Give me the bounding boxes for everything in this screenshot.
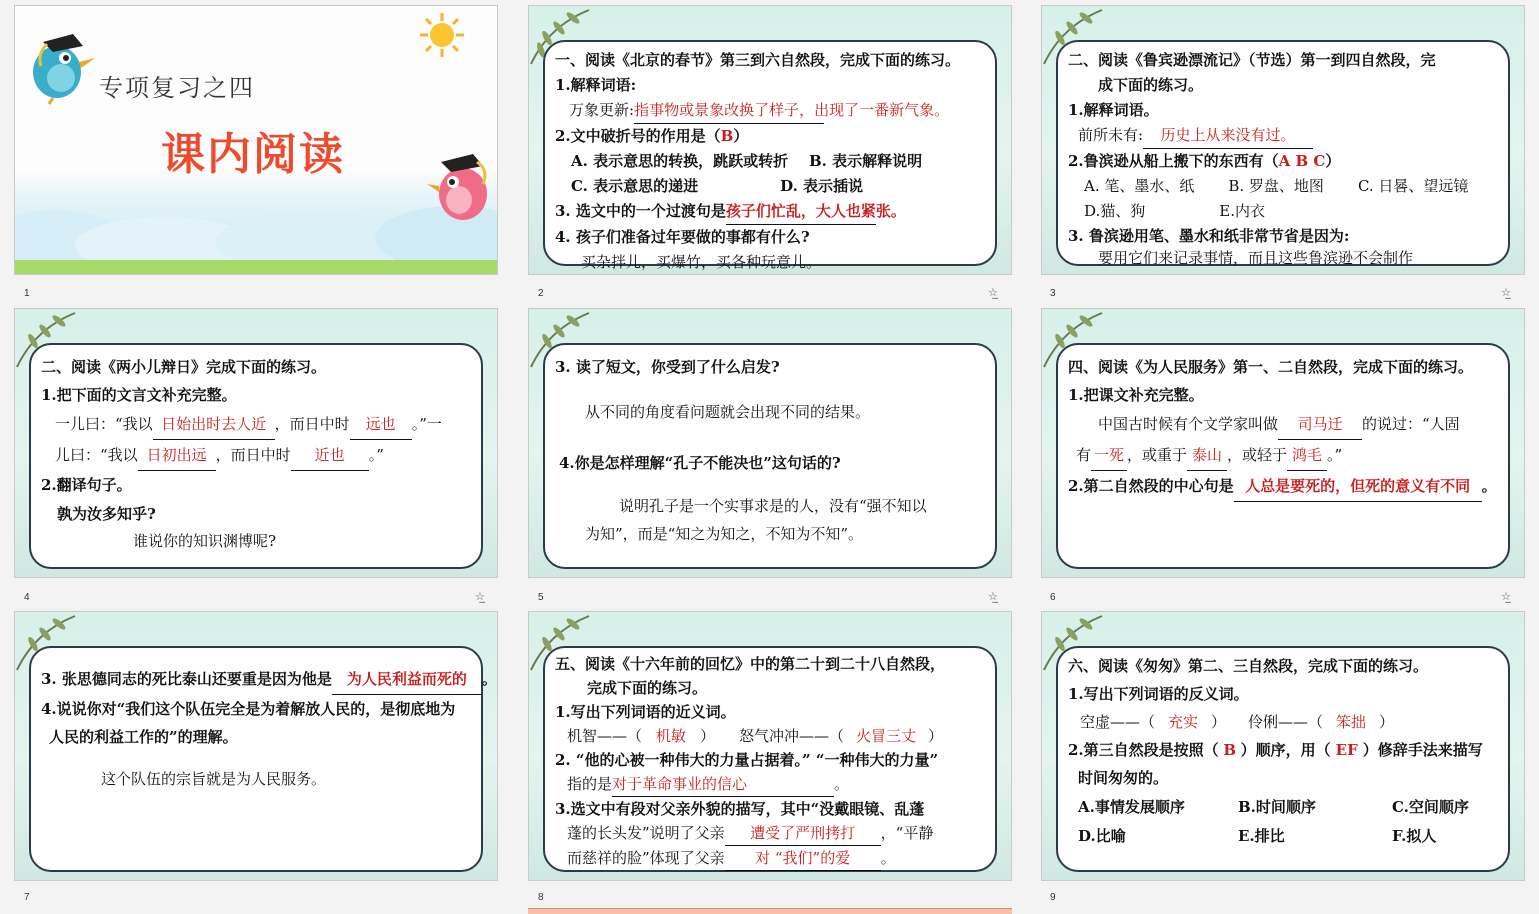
question-text: 。 bbox=[880, 849, 896, 867]
section-heading: 二、阅读《两小儿辩日》完成下面的练习。 bbox=[41, 358, 327, 376]
question-line: 4.说说你对“我们这个队伍完全是为着解放人民的，是彻底地为 bbox=[41, 700, 456, 718]
question-text: ） bbox=[1325, 152, 1341, 170]
question-line: 4. 孩子们准备过年要做的事都有什么? bbox=[555, 228, 810, 246]
question-line: 3. 鲁滨逊用笔、墨水和纸非常节省是因为: bbox=[1068, 227, 1350, 245]
answer-text: 从不同的角度看问题就会出现不同的结果。 bbox=[585, 403, 871, 421]
option-text: A. 表示意思的转换，跳跃或转折 bbox=[571, 152, 789, 170]
title-text: 课内阅读 bbox=[161, 129, 345, 180]
question-card bbox=[543, 40, 997, 271]
question-line: 1.把课文补充完整。 bbox=[1068, 386, 1204, 404]
question-card bbox=[1056, 40, 1510, 266]
answer-text: 谁说你的知识渊博呢? bbox=[133, 532, 277, 550]
section-heading: 五、阅读《十六年前的回忆》中的第二十到二十八自然段， bbox=[555, 655, 946, 673]
section-heading: 二、阅读《鲁宾逊漂流记》（节选）第一到四自然段，完 bbox=[1068, 51, 1436, 69]
slide-number: 7 bbox=[24, 892, 30, 903]
star-icon[interactable]: ☆̲ bbox=[1501, 590, 1511, 603]
question-text: 。” bbox=[1327, 446, 1343, 464]
question-line: 1.写出下列词语的近义词。 bbox=[555, 703, 736, 721]
question-card bbox=[29, 343, 483, 569]
answer-text: EF bbox=[1335, 741, 1358, 759]
answer-text: 对 “我们”的爱 bbox=[725, 846, 881, 871]
section-heading: 成下面的练习。 bbox=[1098, 76, 1204, 94]
answer-text: 充实 bbox=[1168, 713, 1199, 731]
star-icon[interactable]: ☆̲ bbox=[988, 590, 998, 603]
option-text: B. 罗盘、地图 bbox=[1228, 177, 1324, 195]
question-text: 有 bbox=[1076, 446, 1092, 464]
answer-text: 日初出远 bbox=[138, 440, 216, 471]
question-line: 1.把下面的文言文补充完整。 bbox=[41, 386, 237, 404]
question-line: 3. 读了短文，你受到了什么启发? bbox=[555, 358, 780, 376]
option-text: D.猫、狗 bbox=[1084, 202, 1146, 220]
question-text: 的说过：“人固 bbox=[1362, 415, 1460, 433]
question-text: 机智——（ bbox=[567, 727, 643, 745]
question-text: 而慈祥的脸”体现了父亲 bbox=[567, 849, 725, 867]
answer-text: 孩子们忙乱，大人也紧张。 bbox=[726, 199, 876, 225]
question-text: ，或重于 bbox=[1127, 446, 1188, 464]
answer-text: 这个队伍的宗旨就是为人民服务。 bbox=[101, 770, 327, 788]
section-heading: 四、阅读《为人民服务》第一、二自然段，完成下面的练习。 bbox=[1068, 358, 1474, 376]
answer-text: 说明孔子是一个实事求是的人，没有“强不知以 bbox=[619, 497, 927, 515]
question-text: 指的是 bbox=[567, 775, 613, 793]
question-text: 2.第三自然段是按照（ bbox=[1068, 741, 1219, 759]
answer-text: 遭受了严刑拷打 bbox=[725, 821, 881, 846]
question-text: ）顺序，用（ bbox=[1240, 741, 1331, 759]
slide-thumbnail-5[interactable] bbox=[528, 308, 1012, 578]
answer-text: 司马迁 bbox=[1278, 409, 1362, 440]
question-line: 4.你是怎样理解“孔子不能决也”这句话的? bbox=[559, 454, 841, 472]
answer-text: 人总是要死的，但死的意义有不同 bbox=[1234, 471, 1482, 502]
answer-text: 指事物或景象改换了样子，出现了一番新气象。 bbox=[634, 98, 824, 124]
question-text: 2.第二自然段的中心句是 bbox=[1068, 477, 1234, 495]
question-text: ，而日中时 bbox=[274, 415, 350, 433]
answer-text: 要用它们来记录事情，而且这些鲁滨逊不会制作 bbox=[1098, 249, 1414, 267]
question-text: ）修辞手法来描写 bbox=[1362, 741, 1483, 759]
slide-thumbnail-1[interactable] bbox=[14, 5, 498, 275]
question-line: 人民的利益工作的”的理解。 bbox=[49, 728, 238, 746]
question-text: 万象更新: bbox=[569, 101, 635, 119]
question-card bbox=[29, 646, 497, 872]
question-line: 时间匆匆的。 bbox=[1078, 769, 1169, 787]
bird-mascot-left-icon bbox=[23, 14, 103, 106]
option-text: C.空间顺序 bbox=[1392, 798, 1469, 816]
slide-thumbnail-2[interactable] bbox=[528, 5, 1012, 275]
slide-number: 4 bbox=[24, 592, 30, 603]
slide-number: 1 bbox=[24, 288, 30, 299]
question-text: 怒气冲冲——（ bbox=[739, 727, 845, 745]
question-line: 2.翻译句子。 bbox=[41, 476, 132, 494]
question-card bbox=[543, 343, 997, 569]
slide-number: 5 bbox=[538, 592, 544, 603]
question-card bbox=[1056, 646, 1510, 872]
question-text: 。 bbox=[481, 670, 497, 688]
option-text: D. 表示插说 bbox=[780, 177, 864, 195]
question-text: 2.文中破折号的作用是（ bbox=[555, 127, 721, 145]
question-line: 孰为汝多知乎? bbox=[57, 505, 156, 523]
answer-text: 对于革命事业的信心 bbox=[612, 772, 834, 797]
option-text: A. 笔、墨水、纸 bbox=[1084, 177, 1195, 195]
section-heading: 六、阅读《匆匆》第二、三自然段，完成下面的练习。 bbox=[1068, 657, 1429, 675]
sun-icon bbox=[419, 12, 465, 58]
question-line: 1.解释词语。 bbox=[1068, 101, 1159, 119]
slide-thumbnail-9[interactable] bbox=[1041, 611, 1525, 881]
slide-number: 6 bbox=[1050, 592, 1056, 603]
question-text: ） bbox=[1379, 713, 1395, 731]
answer-text: 一死 bbox=[1091, 440, 1127, 471]
question-line: 2. “他的心被一种伟大的力量占据着。” “一种伟大的力量” bbox=[555, 751, 939, 769]
question-line: 3.选文中有段对父亲外貌的描写，其中“没戴眼镜、乱蓬 bbox=[555, 800, 925, 818]
slide-thumbnail-7[interactable] bbox=[14, 611, 498, 881]
question-text: 3. 张思德同志的死比泰山还要重是因为他是 bbox=[41, 670, 332, 688]
answer-text: 泰山 bbox=[1187, 440, 1227, 471]
question-text: 空虚——（ bbox=[1080, 713, 1156, 731]
question-text: 中国古时候有个文学家叫做 bbox=[1098, 415, 1279, 433]
question-text: 前所未有: bbox=[1078, 126, 1144, 144]
question-text: 。”一 bbox=[411, 415, 442, 433]
answer-text: 买杂拌儿，买爆竹，买各种玩意儿。 bbox=[581, 253, 822, 271]
slide-thumbnail-10-edge[interactable] bbox=[528, 908, 1012, 914]
section-heading: 完成下面的练习。 bbox=[587, 679, 708, 697]
question-card bbox=[543, 646, 997, 872]
answer-text: 为知”，而是“知之为知之，不知为不知”。 bbox=[585, 525, 864, 543]
slide-thumbnail-6[interactable] bbox=[1041, 308, 1525, 578]
question-text: ，而日中时 bbox=[215, 446, 291, 464]
question-text: 儿曰：“我以 bbox=[55, 446, 138, 464]
slide-number: 8 bbox=[538, 892, 544, 903]
answer-text: B bbox=[1223, 741, 1237, 759]
option-text: F.拟人 bbox=[1392, 827, 1437, 845]
option-text: E.内衣 bbox=[1219, 202, 1265, 220]
option-text: C. 日晷、望远镜 bbox=[1357, 177, 1469, 195]
question-text: 蓬的长头发”说明了父亲 bbox=[567, 824, 725, 842]
star-icon[interactable]: ☆̲ bbox=[1501, 286, 1511, 299]
answer-text: A B C bbox=[1278, 152, 1326, 170]
answer-text: 远也 bbox=[350, 409, 412, 440]
cloud-decoration bbox=[15, 190, 498, 260]
option-text: B.时间顺序 bbox=[1238, 798, 1316, 816]
question-text: ，或轻于 bbox=[1227, 446, 1288, 464]
question-text: ） bbox=[928, 727, 944, 745]
answer-text: 为人民利益而死的 bbox=[332, 664, 482, 695]
question-text: ） bbox=[1211, 713, 1227, 731]
question-text: ） bbox=[733, 127, 749, 145]
question-text: 。 bbox=[834, 775, 850, 793]
section-heading: 一、阅读《北京的春节》第三到六自然段，完成下面的练习。 bbox=[555, 51, 961, 69]
answer-text: 笨拙 bbox=[1336, 713, 1367, 731]
question-text: 。 bbox=[1481, 477, 1497, 495]
slide-thumbnail-3[interactable] bbox=[1041, 5, 1525, 275]
question-line: 1.写出下列词语的反义词。 bbox=[1068, 685, 1249, 703]
question-card bbox=[1056, 343, 1510, 569]
question-text: 。” bbox=[368, 446, 384, 464]
slide-number: 2 bbox=[538, 288, 544, 299]
slide-number: 3 bbox=[1050, 288, 1056, 299]
option-text: E.排比 bbox=[1238, 827, 1285, 845]
answer-text: 鸿毛 bbox=[1287, 440, 1327, 471]
question-text: 2.鲁滨逊从船上搬下的东西有（ bbox=[1068, 152, 1279, 170]
star-icon[interactable]: ☆̲ bbox=[988, 286, 998, 299]
bird-mascot-right-icon bbox=[427, 140, 497, 230]
subtitle-text: 专项复习之四 bbox=[99, 74, 255, 102]
slide-number: 9 bbox=[1050, 892, 1056, 903]
question-text: ，“平静 bbox=[880, 824, 934, 842]
answer-text: 日始出时去人近 bbox=[153, 409, 275, 440]
slide-thumbnail-8[interactable] bbox=[528, 611, 1012, 881]
answer-text: 机敏 bbox=[656, 727, 687, 745]
answer-text: 历史上从来没有过。 bbox=[1143, 123, 1313, 149]
question-text: ） bbox=[700, 727, 716, 745]
question-text: 伶俐——（ bbox=[1248, 713, 1324, 731]
option-text: D.比喻 bbox=[1078, 827, 1126, 845]
question-text: 一儿曰：“我以 bbox=[55, 415, 153, 433]
question-text: 3. 选文中的一个过渡句是 bbox=[555, 202, 726, 220]
question-line: 1.解释词语: bbox=[555, 76, 637, 94]
answer-text: B bbox=[720, 127, 734, 145]
answer-text: 近也 bbox=[291, 440, 369, 471]
option-text: C. 表示意思的递进 bbox=[571, 177, 699, 195]
option-text: A.事情发展顺序 bbox=[1078, 798, 1185, 816]
slide-thumbnail-4[interactable] bbox=[14, 308, 498, 578]
option-text: B. 表示解释说明 bbox=[808, 152, 923, 170]
answer-text: 火冒三丈 bbox=[856, 727, 917, 745]
star-icon[interactable]: ☆̲ bbox=[475, 590, 485, 603]
